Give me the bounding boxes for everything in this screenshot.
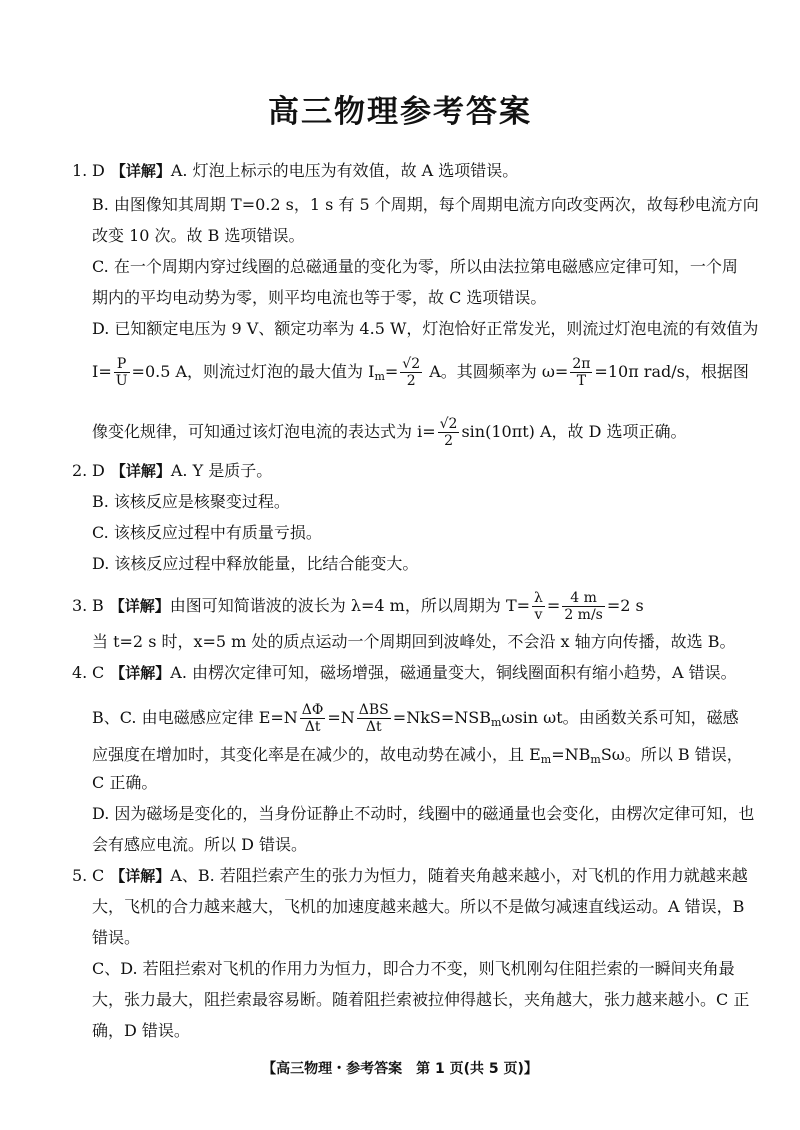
q1-detail-tag: 【详解】 (110, 162, 171, 180)
q5-detail-tag: 【详解】 (110, 867, 171, 885)
fraction-denominator: 2 (444, 433, 453, 449)
q5-option-ab-line1: A、B. 若阻拦索产生的张力为恒力，随着夹角越来越小，对飞机的作用力就越来越 (170, 866, 748, 885)
q1-d-text-c: = (384, 362, 399, 381)
subscript-m: m (590, 753, 601, 766)
q3-detail-tag: 【详解】 (109, 597, 170, 615)
q3-text-c: =2 s (606, 596, 644, 615)
q4-bc-text-b: =N (327, 708, 355, 727)
q1-fraction-p-over-u (114, 356, 130, 389)
q1-option-d-line1: D. 已知额定电压为 9 V、额定功率为 4.5 W，灯泡恰好正常发光，则流过灯泡电流的有效值为 (92, 319, 759, 338)
q1-fraction-root2-over-2-b (438, 416, 460, 449)
q1-fraction-2pi-over-t (570, 356, 592, 389)
q4-bc-text-c: =NkS=NSB (392, 708, 491, 727)
q2-number: 2. (72, 461, 88, 480)
q2-option-b: B. 该核反应是核聚变过程。 (92, 492, 290, 511)
q4-option-d-line2: 会有感应电流。所以 D 错误。 (92, 835, 308, 854)
fraction-denominator: Δt (304, 719, 321, 735)
q2-option-d: D. 该核反应过程中释放能量，比结合能变大。 (92, 554, 419, 573)
q3-answer: B (92, 596, 104, 615)
subscript-m: m (490, 716, 502, 729)
q4-bc2-text-a: 应强度在增加时，其变化率是在减少的，故电动势在减小，且 E (92, 745, 541, 764)
q3-text-b: = (546, 596, 561, 615)
q1-d-text-d: A。其圆频率为 ω= (424, 362, 569, 381)
q4-option-bc-line3: C 正确。 (92, 773, 158, 792)
q3-fraction-lambda-over-v (532, 590, 545, 623)
q4-fraction-dphi-over-dt (300, 702, 326, 735)
q1-option-a: A. 灯泡上标示的电压为有效值，故 A 选项错误。 (170, 161, 519, 180)
q5-line-ab1 (72, 865, 748, 887)
q1-option-b-line2: 改变 10 次。故 B 选项错误。 (92, 226, 305, 245)
q5-option-cd-line3: 确，D 错误。 (92, 1021, 190, 1040)
q1-answer: D (92, 161, 105, 180)
q2-line-a (72, 460, 712, 482)
q4-option-bc-line2 (92, 744, 743, 771)
q4-detail-tag: 【详解】 (110, 664, 171, 682)
subscript-m: m (374, 370, 385, 383)
fraction-numerator: √2 (439, 416, 458, 432)
fraction-numerator: ΔBS (358, 702, 389, 718)
q2-option-a: A. Y 是质子。 (170, 461, 273, 480)
q4-option-a: A. 由楞次定律可知，磁场增强，磁通量变大，铜线圈面积有缩小趋势，A 错误。 (170, 663, 737, 682)
q1-d-text-a: I= (92, 362, 112, 381)
q1-fraction-root2-over-2 (400, 356, 422, 389)
q1-option-d-line3 (92, 416, 732, 449)
q5-option-cd-line2: 大，张力最大，阻拦索最容易断。随着阻拦索被拉伸得越长，夹角越大，张力越来越小。C 正 (92, 990, 750, 1009)
q4-bc-text-a: B、C. 由电磁感应定律 E=N (92, 708, 298, 727)
q4-bc-text-d: ωsin ωt。由函数关系可知，磁感 (501, 708, 739, 727)
q1-d-text-e: =10π rad/s，根据图 (594, 362, 749, 381)
fraction-denominator: 2 m/s (564, 607, 603, 623)
fraction-numerator: 4 m (562, 590, 605, 607)
q2-detail-tag: 【详解】 (110, 462, 171, 480)
fraction-denominator: Δt (365, 719, 382, 735)
fraction-denominator: U (115, 373, 128, 389)
fraction-denominator: T (576, 373, 587, 389)
q1-option-d-line2 (92, 356, 749, 389)
q1-line-a (72, 160, 712, 182)
fraction-numerator: √2 (402, 356, 421, 372)
q4-number: 4. (72, 663, 88, 682)
q3-text-a: 由图可知简谐波的波长为 λ=4 m，所以周期为 T= (169, 596, 531, 615)
q3-number: 3. (72, 596, 88, 615)
q1-option-c-line1: C. 在一个周期内穿过线圈的总磁通量的变化为零，所以由法拉第电磁感应定律可知，一个周 (92, 257, 738, 276)
q4-bc2-text-b: =NB (551, 745, 591, 764)
q4-option-d-line1: D. 因为磁场是变化的，当身份证静止不动时，线圈中的磁通量也会变化，由楞次定律可知，也 (92, 804, 755, 823)
q1-d3-text-a: 像变化规律，可知通过该灯泡电流的表达式为 i= (92, 422, 436, 441)
fraction-numerator: λ (534, 590, 543, 606)
q4-line-a (72, 662, 737, 684)
q1-option-b-line1: B. 由图像知其周期 T=0.2 s，1 s 有 5 个周期，每个周期电流方向改变两次，故每秒电流方向 (92, 195, 759, 214)
fraction-denominator: v (534, 607, 543, 623)
fraction-numerator: 2π (572, 356, 591, 372)
q5-number: 5. (72, 866, 88, 885)
q2-answer: D (92, 461, 105, 480)
q1-d3-text-b: sin(10πt) A，故 D 选项正确。 (461, 422, 687, 441)
subscript-m: m (540, 753, 552, 766)
q1-number: 1. (72, 161, 88, 180)
q4-option-bc-line1 (92, 702, 739, 735)
q1-option-c-line2: 期内的平均电动势为零，则平均电流也等于零，故 C 选项错误。 (92, 288, 547, 307)
q3-line-1 (72, 590, 712, 623)
q4-bc2-text-c: Sω。所以 B 错误， (600, 745, 743, 764)
q1-d-text-b: =0.5 A，则流过灯泡的最大值为 I (131, 362, 375, 381)
fraction-denominator: 2 (406, 373, 416, 389)
q2-option-c: C. 该核反应过程中有质量亏损。 (92, 523, 322, 542)
q5-answer: C (92, 866, 105, 885)
q4-fraction-dbs-over-dt (357, 702, 391, 735)
page-footer: 【高三物理・参考答案 第 1 页(共 5 页)】 (262, 1061, 538, 1077)
q4-answer: C (92, 663, 105, 682)
fraction-numerator: ΔΦ (301, 702, 324, 718)
q5-option-ab-line2: 大，飞机的合力越来越大，飞机的加速度越来越大。所以不是做匀减速直线运动。A 错误，B (92, 897, 745, 916)
page-title: 高三物理参考答案 (268, 94, 532, 130)
q5-option-cd-line1: C、D. 若阻拦索对飞机的作用力为恒力，即合力不变，则飞机刚勾住阻拦索的一瞬间夹角最 (92, 959, 735, 978)
q5-option-ab-line3: 错误。 (92, 928, 141, 947)
fraction-numerator: P (114, 356, 130, 373)
q3-line-2: 当 t=2 s 时，x=5 m 处的质点运动一个周期回到波峰处，不会沿 x 轴方向传播，故选 B。 (92, 632, 736, 651)
q3-fraction-4m-over-2ms (562, 590, 605, 623)
